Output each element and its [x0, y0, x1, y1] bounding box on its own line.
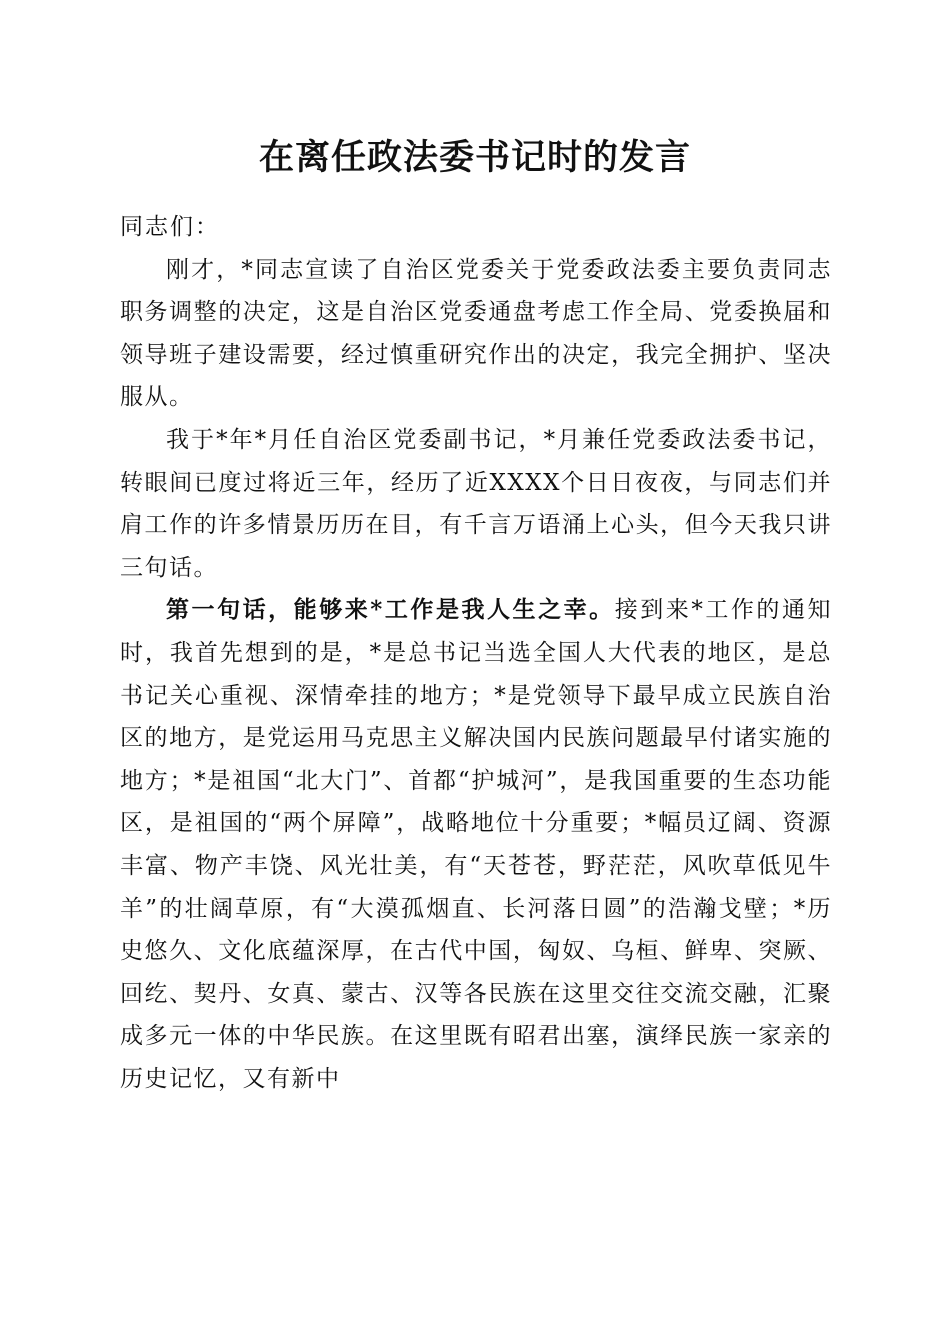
salutation: 同志们： [120, 214, 220, 240]
paragraph-2 [120, 419, 832, 589]
paragraph-text: 刚才，*同志宣读了自治区党委关于党委政法委主要负责同志职务调整的决定，这是自治区党委通盘考虑工作全局、党委换届和领导班子建设需要，经过慎重研究作出的决定，我完全拥护、坚决服从。 [120, 256, 832, 411]
paragraph-1 [120, 249, 832, 419]
paragraph-lead-sentence: 第一句话，能够来*工作是我人生之幸。 [166, 596, 615, 624]
paragraph-text: 接到来*工作的通知时，我首先想到的是，*是总书记当选全国人大代表的地区，是总书记关心重视、深情牵挂的地方；*是党领导下最早成立民族自治区的地方，是党运用马克思主义解决国内民族问题最早付诸实施的地方；*是祖国“北大门”、首都“护城河”，是我国重要的生态功能区，是祖国的“两个屏障”，战略地位十分重要；*幅员辽阔、资源丰富、物产丰饶、风光壮美，有“天苍苍，野茫茫，风吹草低见牛羊”的壮阔草原，有“大漠孤烟直、长河落日圆”的浩瀚戈壁；*历史悠久、文化底蕴深厚，在古代中国，匈奴、乌桓、鲜卑、突厥、回纥、契丹、女真、蒙古、汉等各民族在这里交往交流交融，汇聚成多元一体的中华民族。在这里既有昭君出塞，演绎民族一家亲的历史记忆，又有新中 [120, 597, 833, 1092]
paragraph-3 [120, 589, 832, 1100]
paragraph-text: 我于*年*月任自治区党委副书记，*月兼任党委政法委书记，转眼间已度过将近三年，经历了近XXXX个日日夜夜，与同志们并肩工作的许多情景历历在目，有千言万语涌上心头，但今天我只讲三句话。 [120, 426, 832, 581]
page-title: 在离任政法委书记时的发言 [258, 137, 691, 178]
document-body [120, 206, 832, 1100]
